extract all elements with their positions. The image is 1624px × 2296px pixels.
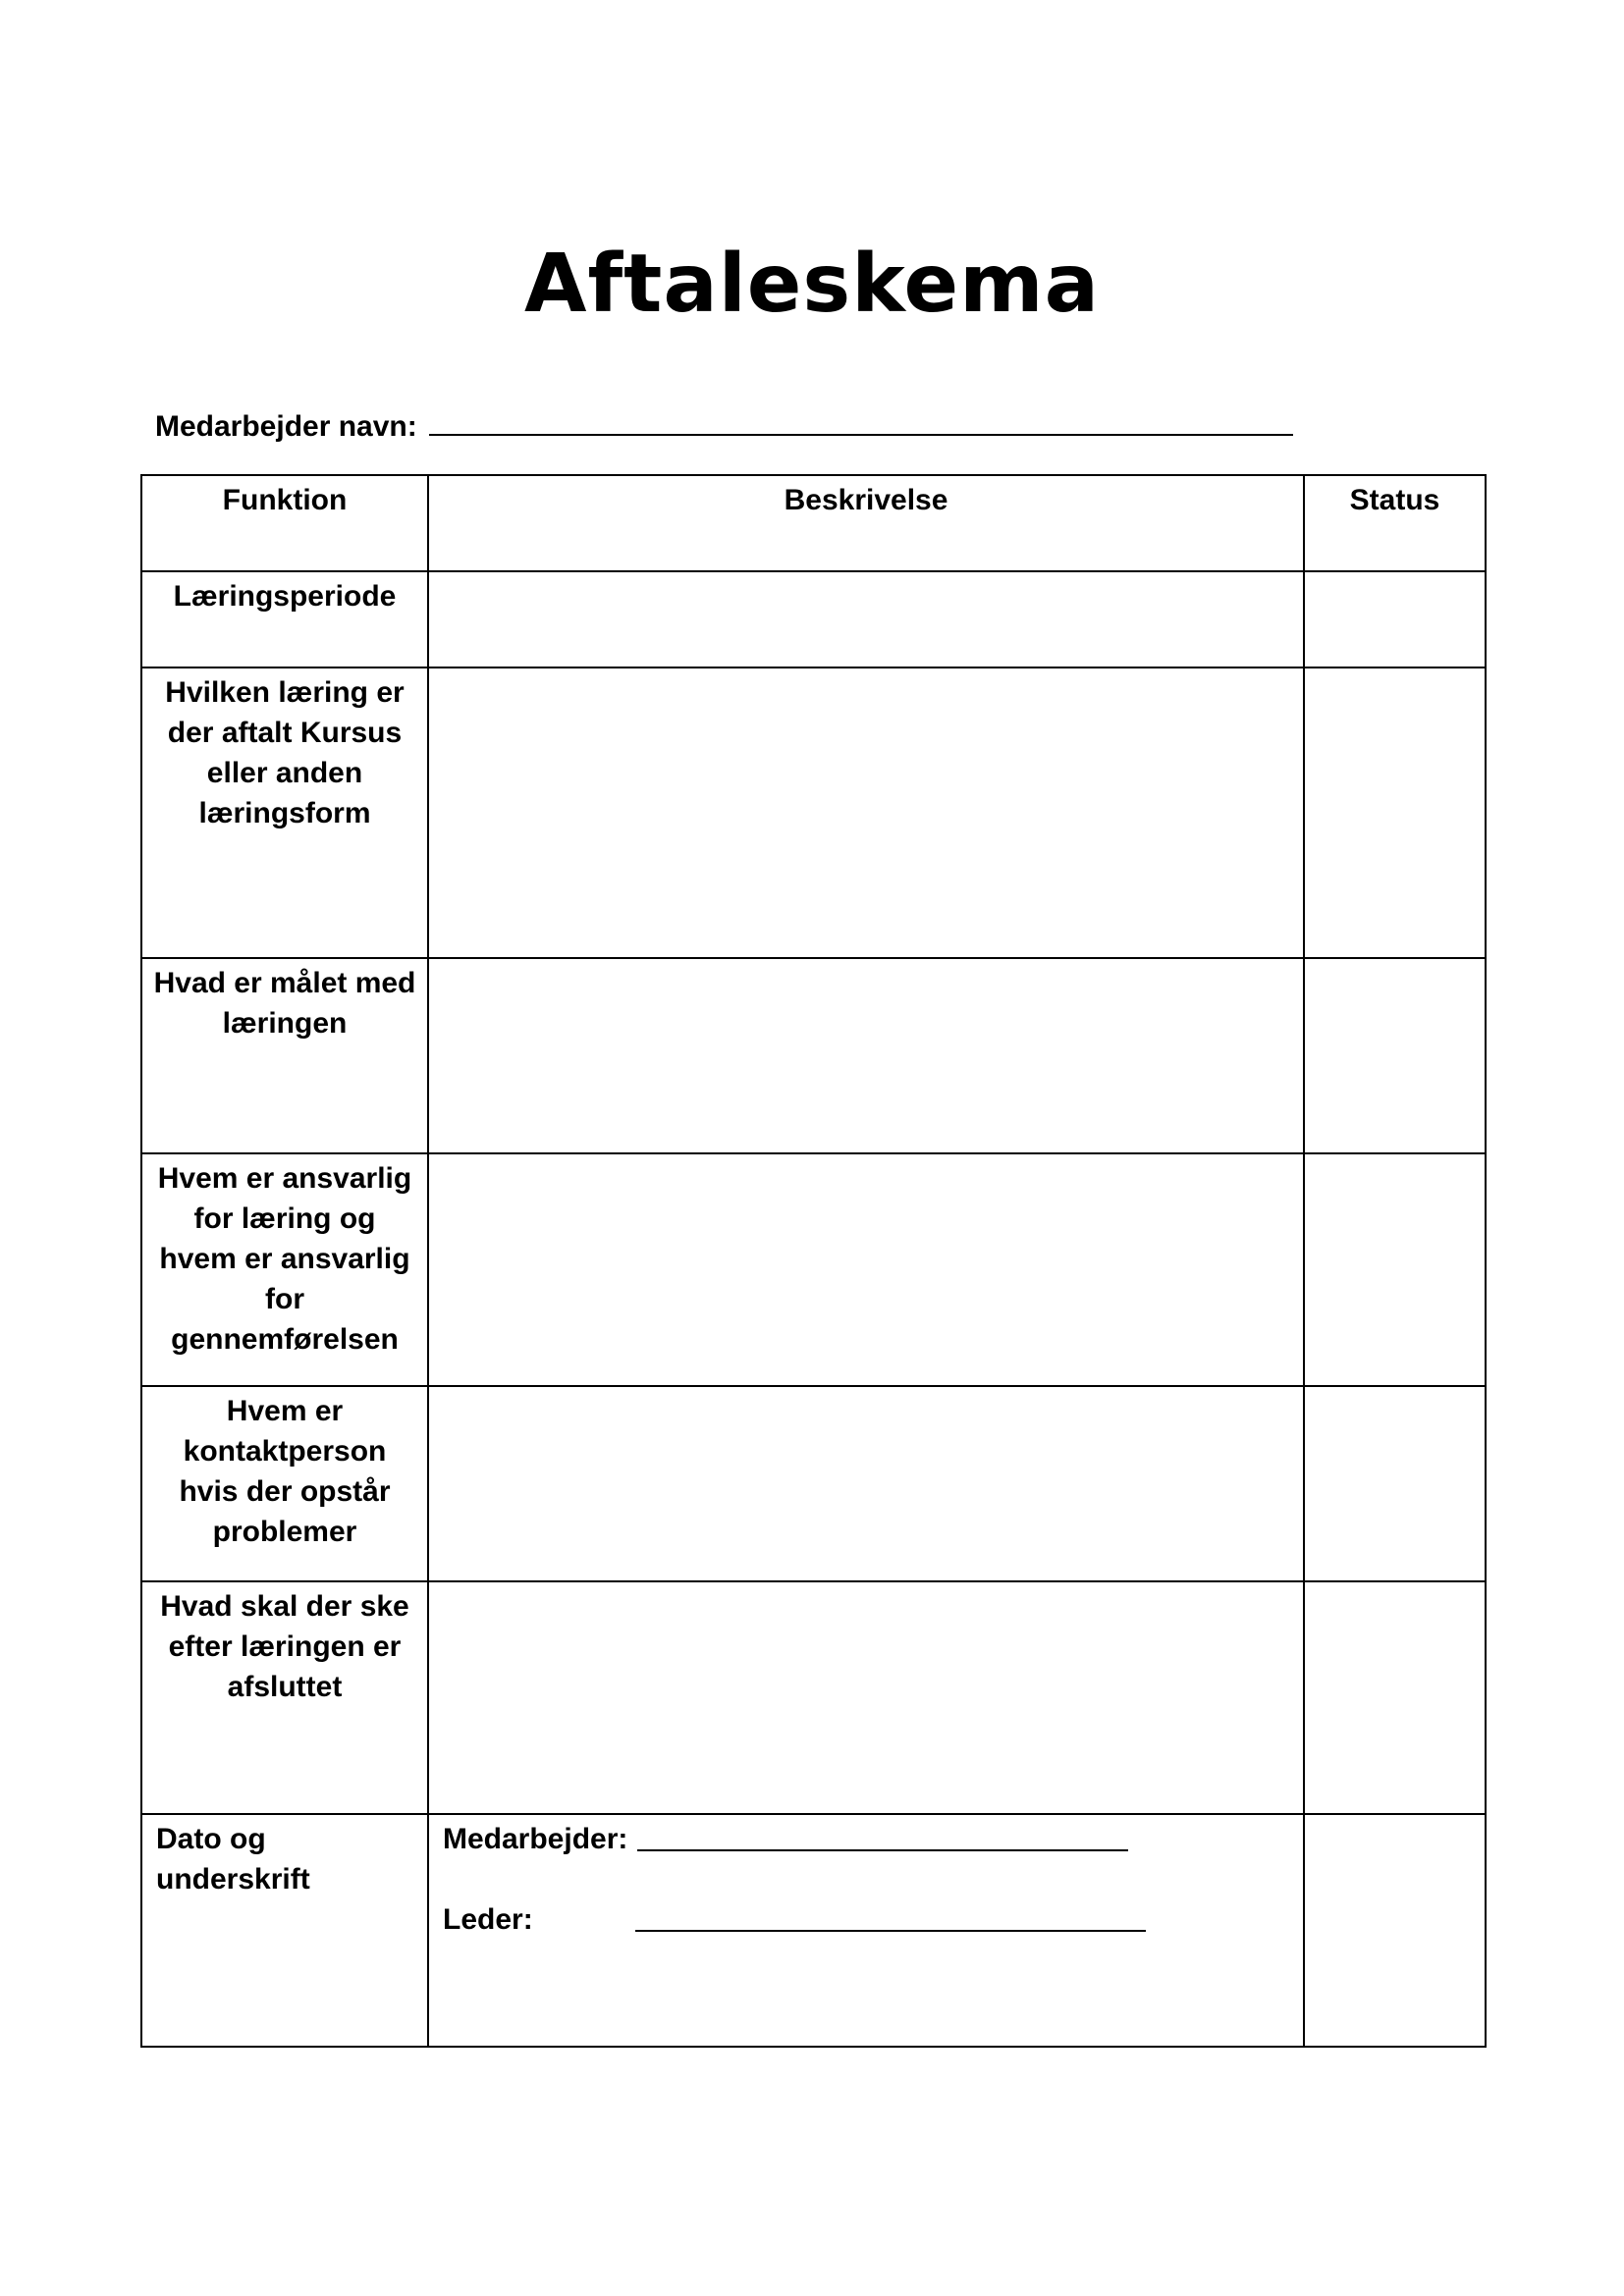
table-row (141, 1153, 1486, 1386)
signature-cell (428, 1814, 1304, 2047)
description-cell[interactable] (428, 1153, 1304, 1386)
header-funktion: Funktion (141, 475, 428, 571)
table-row (141, 571, 1486, 667)
status-cell[interactable] (1304, 571, 1486, 667)
employee-name-label: Medarbejder navn: (155, 410, 417, 443)
leder-signature-line (443, 1899, 1289, 1940)
employee-name-line (155, 402, 1293, 447)
table-header-row (141, 475, 1486, 571)
description-cell[interactable] (428, 571, 1304, 667)
medarbejder-signature-label: Medarbejder: (443, 1823, 628, 1855)
row-label-hvad-er-maalet: Hvad er målet med læringen (141, 958, 428, 1153)
table-row (141, 1581, 1486, 1814)
description-cell[interactable] (428, 1581, 1304, 1814)
medarbejder-signature-field[interactable] (637, 1820, 1128, 1851)
row-label-laeringsperiode: Læringsperiode (141, 571, 428, 667)
row-label-efter-laeringen: Hvad skal der ske efter læringen er afsluttet (141, 1581, 428, 1814)
row-label-hvem-er-ansvarlig: Hvem er ansvarlig for læring og hvem er ansvarlig for gennemførelsen (141, 1153, 428, 1386)
row-label-dato-og-underskrift: Dato og underskrift (141, 1814, 428, 2047)
header-status: Status (1304, 475, 1486, 571)
row-label-hvilken-laering: Hvilken læring er der aftalt Kursus eller anden læringsform (141, 667, 428, 958)
page-title: Aftaleskema (524, 238, 1100, 331)
status-cell[interactable] (1304, 1581, 1486, 1814)
agreement-table (140, 474, 1487, 2048)
header-beskrivelse: Beskrivelse (428, 475, 1304, 571)
signature-row (141, 1814, 1486, 2047)
description-cell[interactable] (428, 667, 1304, 958)
status-cell[interactable] (1304, 1386, 1486, 1581)
status-cell[interactable] (1304, 1153, 1486, 1386)
description-cell[interactable] (428, 958, 1304, 1153)
status-cell[interactable] (1304, 667, 1486, 958)
table-row (141, 667, 1486, 958)
leder-signature-label: Leder: (443, 1903, 533, 1936)
table-row (141, 1386, 1486, 1581)
row-label-kontaktperson: Hvem er kontaktperson hvis der opstår problemer (141, 1386, 428, 1581)
leder-signature-field[interactable] (635, 1900, 1146, 1932)
medarbejder-signature-line (443, 1819, 1289, 1859)
description-cell[interactable] (428, 1386, 1304, 1581)
table-row (141, 958, 1486, 1153)
employee-name-field[interactable] (429, 402, 1293, 436)
status-cell[interactable] (1304, 958, 1486, 1153)
status-cell[interactable] (1304, 1814, 1486, 2047)
